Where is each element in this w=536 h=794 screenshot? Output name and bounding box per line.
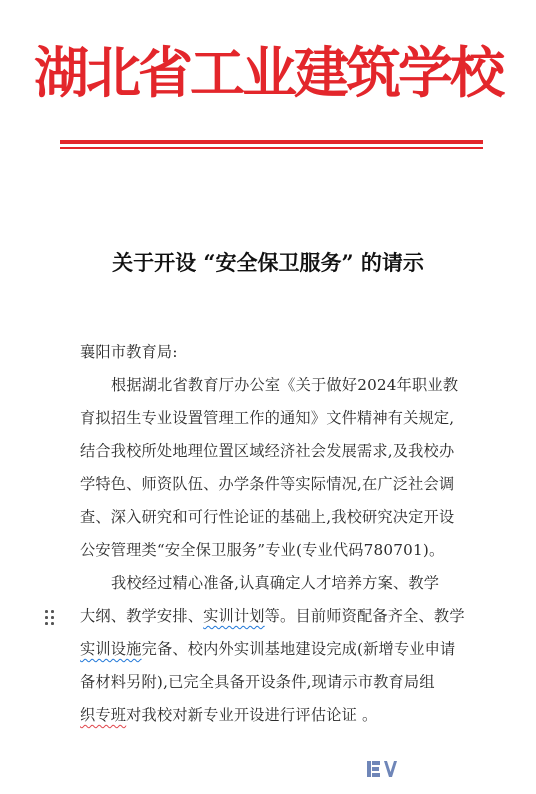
- text-run: 大纲、教学安排、: [80, 607, 204, 625]
- document-title: 关于开设 “安全保卫服务” 的请示: [112, 250, 424, 275]
- text-run: 完备、校内外实训基地建设完成(新增专业申请: [141, 640, 456, 658]
- paragraph-2-line: [80, 600, 485, 633]
- paragraph-2-line: [80, 633, 485, 666]
- watermark-logo-icon: [367, 760, 401, 778]
- spellcheck-underlined-text: 织专班: [80, 706, 127, 724]
- letterhead-thin-rule: [60, 147, 483, 149]
- letterhead-school-name: 湖北省工业建筑学校: [33, 41, 502, 105]
- spellcheck-underlined-text: 实训计划: [203, 607, 265, 625]
- paragraph-1-line: 育拟招生专业设置管理工作的通知》文件精神有关规定,: [80, 409, 455, 427]
- paragraph-1-line: 根据湖北省教育厅办公室《关于做好2024年职业教: [111, 376, 459, 394]
- spellcheck-underlined-text: 实训设施: [80, 640, 142, 658]
- text-run: 等。目前师资配备齐全、教学: [264, 607, 465, 625]
- paragraph-1-line: 查、深入研究和可行性论证的基础上,我校研究决定开设: [80, 508, 455, 526]
- letterhead-thick-rule: [60, 140, 483, 144]
- paragraph-2-line: [80, 699, 485, 732]
- paragraph-1-line: 学特色、师资队伍、办学条件等实际情况,在广泛社会调: [80, 475, 455, 493]
- paragraph-2-line: 我校经过精心准备,认真确定人才培养方案、教学: [111, 574, 440, 592]
- salutation: 襄阳市教育局:: [80, 343, 178, 361]
- paragraph-1-line: 结合我校所处地理位置区域经济社会发展需求,及我校办: [80, 442, 455, 460]
- document-body[interactable]: [80, 336, 485, 732]
- paragraph-1-line: 公安管理类“安全保卫服务”专业(专业代码780701)。: [80, 541, 445, 559]
- drag-handle-icon[interactable]: [45, 610, 55, 628]
- paragraph-2-line: 备材料另附),已完全具备开设条件,现请示市教育局组: [80, 673, 435, 691]
- text-run: 对我校对新专业开设进行评估论证 。: [126, 706, 378, 724]
